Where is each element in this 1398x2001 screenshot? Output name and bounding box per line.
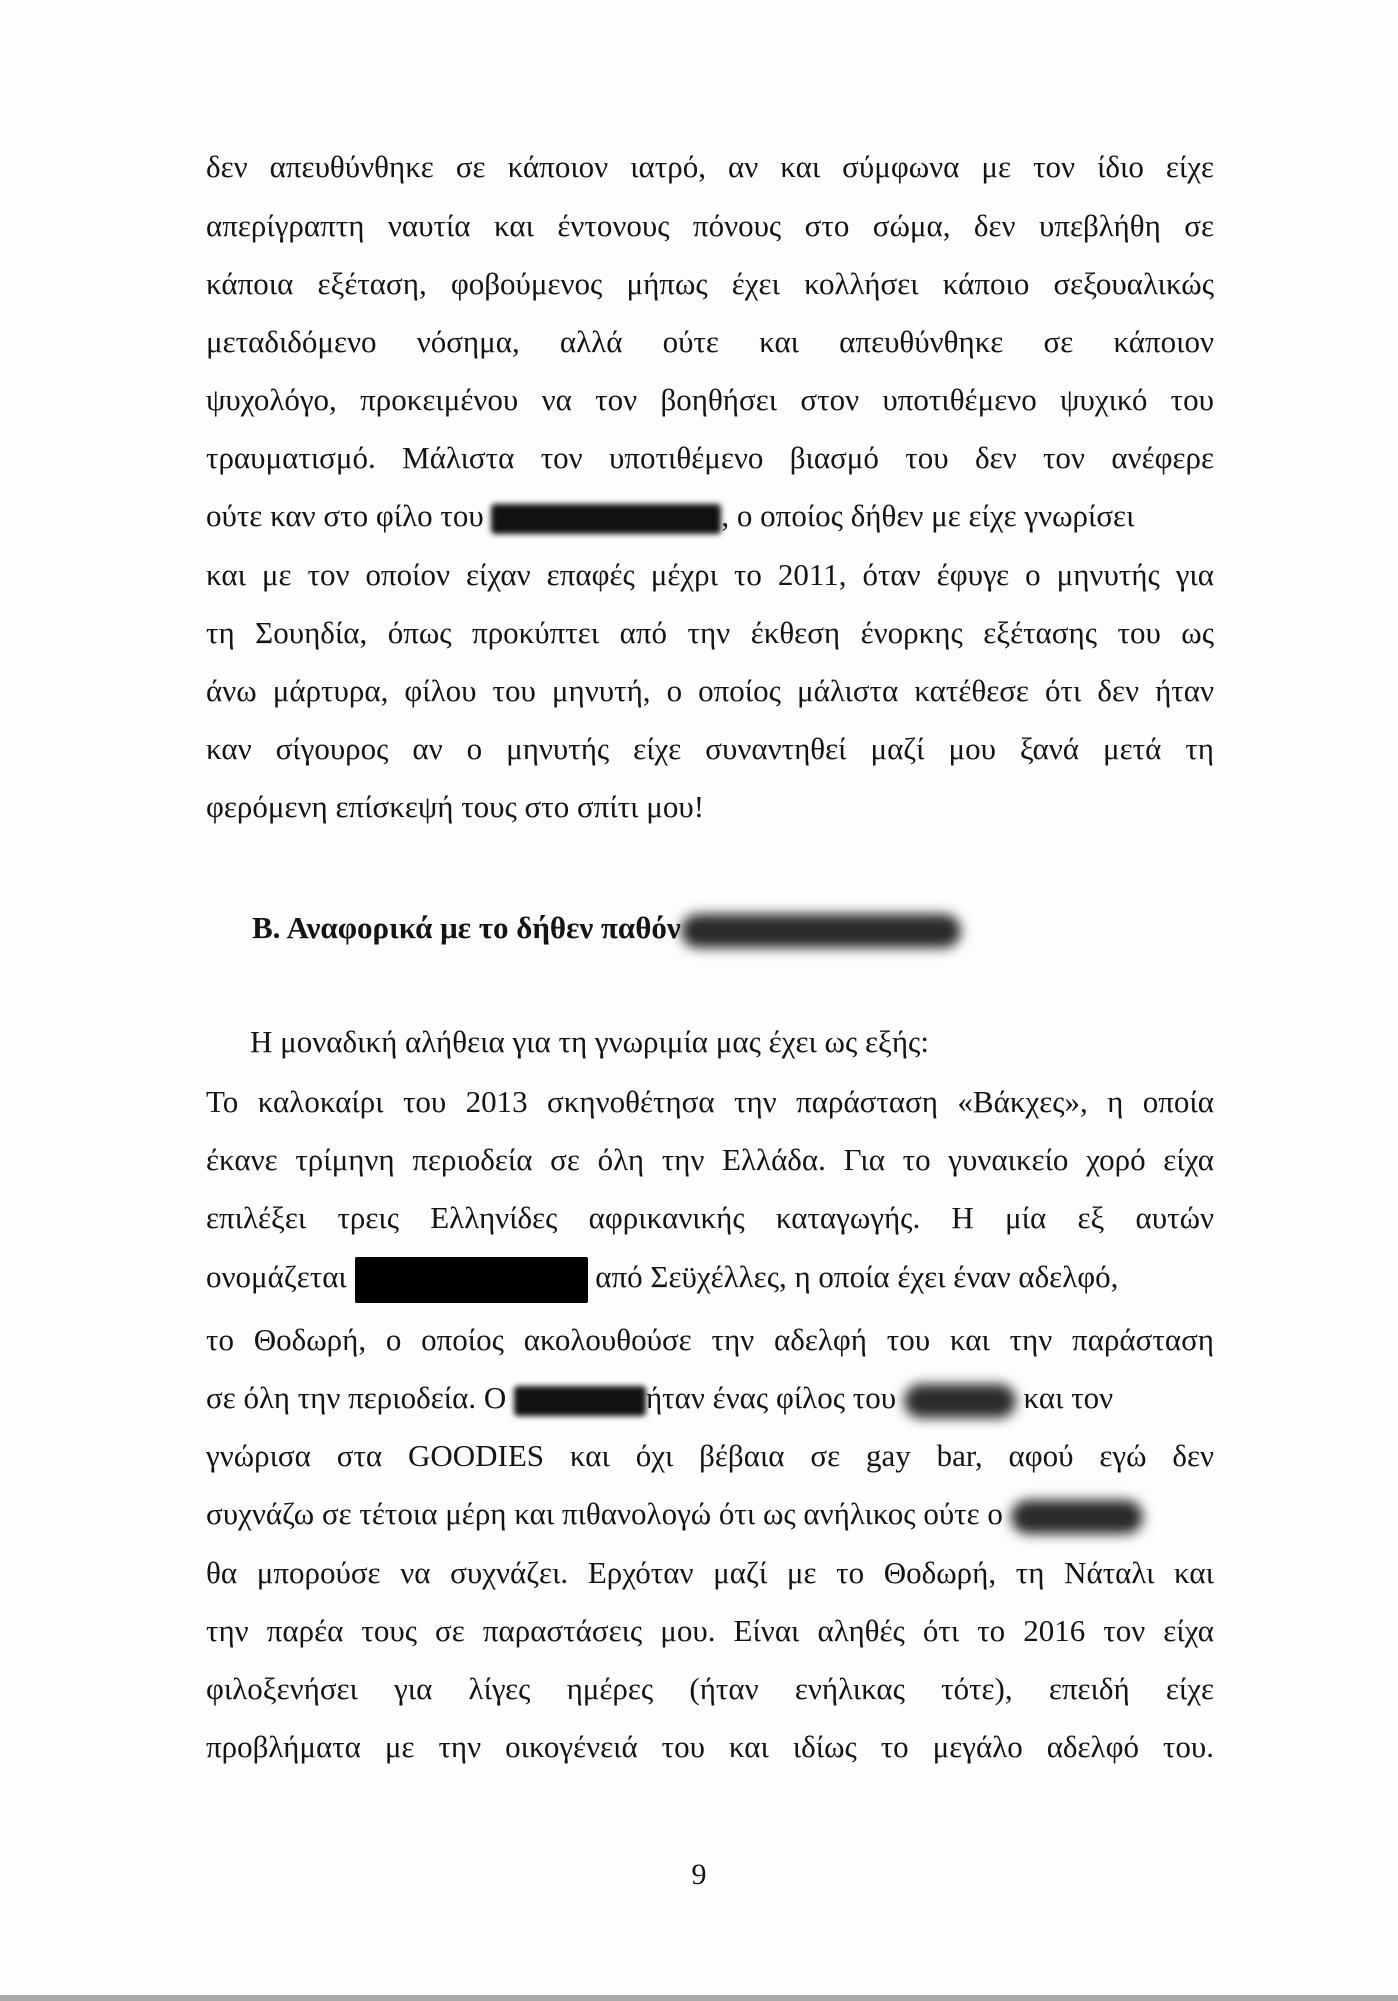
- section-heading: [252, 909, 961, 948]
- text-fragment: συχνάζω σε τέτοια μέρη και πιθανολογώ ότι ως ανήλικος ούτε ο: [206, 1496, 1003, 1531]
- text-line: επιλέξει τρεις Ελληνίδες αφρικανικής καταγωγής. Η μία εξ αυτών: [206, 1200, 1214, 1235]
- text-line: γνώρισα στα GOODIES και όχι βέβαια σε gay bar, αφού εγώ δεν: [206, 1438, 1214, 1473]
- text-line: θα μπορούσε να συχνάζει. Ερχόταν μαζί με το Θοδωρή, τη Νάταλι και: [206, 1555, 1214, 1590]
- text-line: και με τον οποίον είχαν επαφές μέχρι το 2011, όταν έφυγε ο μηνυτής για: [206, 557, 1214, 592]
- text-line: απερίγραπτη ναυτία και έντονους πόνους στο σώμα, δεν υπεβλήθη σε: [206, 208, 1214, 243]
- text-line: έκανε τρίμηνη περιοδεία σε όλη την Ελλάδα. Για το γυναικείο χορό είχα: [206, 1142, 1214, 1177]
- redaction-mark: [514, 1386, 646, 1416]
- page-bottom-edge: [0, 1995, 1398, 2001]
- text-fragment: ούτε καν στο φίλο του: [206, 498, 484, 533]
- redaction-mark: [355, 1257, 588, 1303]
- text-fragment: ήταν ένας φίλος του: [645, 1380, 897, 1415]
- text-line: άνω μάρτυρα, φίλου του μηνυτή, ο οποίος μάλιστα κατέθεσε ότι δεν ήταν: [206, 673, 1214, 708]
- text-fragment: σε όλη την περιοδεία. Ο: [206, 1380, 507, 1415]
- text-line: δεν απευθύνθηκε σε κάποιον ιατρό, αν και σύμφωνα με τον ίδιο είχε: [206, 149, 1214, 184]
- text-line: [206, 1495, 1143, 1534]
- text-line: [206, 497, 1134, 535]
- text-line: Η μοναδική αλήθεια για τη γνωριμία μας έχει ως εξής:: [250, 1024, 929, 1059]
- section-heading-text: Β. Αναφορικά με το δήθεν παθόν: [252, 910, 681, 945]
- text-fragment: , ο οποίος δήθεν με είχε γνωρίσει: [721, 498, 1135, 533]
- text-line: τραυματισμό. Μάλιστα τον υποτιθέμενο βιασμό του δεν τον ανέφερε: [206, 440, 1214, 475]
- text-fragment: από Σεϋχέλλες, η οποία έχει έναν αδελφό,: [595, 1259, 1119, 1295]
- text-fragment: και τον: [1023, 1380, 1114, 1415]
- redaction-mark: [491, 504, 721, 534]
- text-line: ψυχολόγο, προκειμένου να τον βοηθήσει στον υποτιθέμενο ψυχικό του: [206, 382, 1214, 417]
- page-number: 9: [691, 1858, 707, 1891]
- text-line: την παρέα τους σε παραστάσεις μου. Είναι αληθές ότι το 2016 τον είχα: [206, 1613, 1214, 1648]
- text-line: μεταδιδόμενο νόσημα, αλλά ούτε και απευθύνθηκε σε κάποιον: [206, 324, 1214, 359]
- text-line: καν σίγουρος αν ο μηνυτής είχε συναντηθεί μαζί μου ξανά μετά τη: [206, 731, 1214, 766]
- text-line: το Θοδωρή, ο οποίος ακολουθούσε την αδελφή του και την παράσταση: [206, 1322, 1214, 1357]
- redaction-mark: [681, 914, 961, 948]
- text-line: φιλοξενήσει για λίγες ημέρες (ήταν ενήλικας τότε), επειδή είχε: [206, 1671, 1214, 1706]
- text-fragment: ονομάζεται: [206, 1259, 347, 1295]
- text-line: [206, 1379, 1113, 1418]
- redaction-mark: [904, 1384, 1016, 1418]
- text-line: τη Σουηδία, όπως προκύπτει από την έκθεση ένορκης εξέτασης του ως: [206, 615, 1214, 650]
- text-line: φερόμενη επίσκεψή τους στο σπίτι μου!: [206, 789, 705, 824]
- text-line: Το καλοκαίρι του 2013 σκηνοθέτησα την παράσταση «Βάκχες», η οποία: [206, 1084, 1214, 1119]
- redaction-mark: [1011, 1500, 1143, 1534]
- text-line: κάποια εξέταση, φοβούμενος μήπως έχει κολλήσει κάποιο σεξουαλικώς: [206, 266, 1214, 301]
- text-line: [206, 1257, 1118, 1303]
- text-line: προβλήματα με την οικογένειά του και ιδίως το μεγάλο αδελφό του.: [206, 1729, 1214, 1764]
